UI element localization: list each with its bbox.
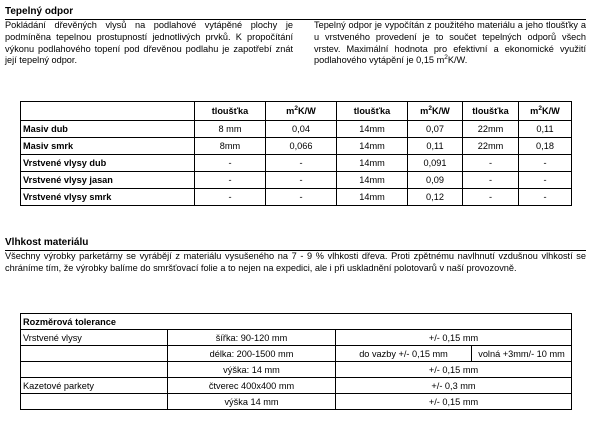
table-cell: 14mm xyxy=(337,138,408,155)
table-cell: 0,12 xyxy=(408,189,463,206)
table-cell: - xyxy=(519,189,572,206)
table-cell: 0,07 xyxy=(408,121,463,138)
table-header-row xyxy=(21,102,572,121)
dimension-tolerance-table xyxy=(20,313,572,410)
table-cell: délka: 200-1500 mm xyxy=(168,346,336,362)
table-cell: - xyxy=(266,189,337,206)
table-cell: 14mm xyxy=(337,155,408,172)
table-row xyxy=(21,330,572,346)
moisture-section xyxy=(5,237,586,248)
table-cell: 14mm xyxy=(337,189,408,206)
table-row xyxy=(21,362,572,378)
table-cell: - xyxy=(463,155,519,172)
table-cell xyxy=(21,346,168,362)
table-cell: - xyxy=(266,172,337,189)
header-cell: $m^2K/W$ xyxy=(266,102,337,121)
header-cell: tloušťka xyxy=(195,102,266,121)
table-cell: - xyxy=(463,189,519,206)
table-cell: 14mm xyxy=(337,121,408,138)
table-cell: - xyxy=(519,172,572,189)
row-label: Vrstvené vlysy dub xyxy=(21,155,195,172)
table-title: Rozměrová tolerance xyxy=(21,314,572,330)
row-label: Masiv smrk xyxy=(21,138,195,155)
thermal-title: Tepelný odpor xyxy=(5,6,74,17)
table-cell: +/- 0,3 mm xyxy=(336,378,572,394)
table-cell: do vazby +/- 0,15 mm xyxy=(336,346,472,362)
table-row xyxy=(21,189,572,206)
table-row xyxy=(21,378,572,394)
table-cell xyxy=(21,362,168,378)
row-label: Vrstvené vlysy xyxy=(21,330,168,346)
table-cell: 0,11 xyxy=(519,121,572,138)
row-label: Masiv dub xyxy=(21,121,195,138)
table-row xyxy=(21,172,572,189)
table-title-row xyxy=(21,314,572,330)
table-cell: - xyxy=(195,189,266,206)
header-cell: tloušťka xyxy=(337,102,408,121)
header-cell: $m^2K/W$ xyxy=(408,102,463,121)
header-cell: $m^2K/W$ xyxy=(519,102,572,121)
table-cell: 0,18 xyxy=(519,138,572,155)
table-cell: - xyxy=(519,155,572,172)
table-cell: 8mm xyxy=(195,138,266,155)
table-cell: - xyxy=(195,155,266,172)
table-cell: volná +3mm/- 10 mm xyxy=(472,346,572,362)
header-cell xyxy=(21,102,195,121)
table-cell: - xyxy=(463,172,519,189)
table-cell: +/- 0,15 mm xyxy=(336,330,572,346)
table-row xyxy=(21,346,572,362)
table-cell: výška: 14 mm xyxy=(168,362,336,378)
table-cell: 22mm xyxy=(463,121,519,138)
thermal-right-text: Tepelný odpor je vypočítán z použitého materiálu a jeho tloušťky a u vrstveného provedení je to součet tepelných odporů všech vrstev. Maximální hodnota pro efektivní a ekonomické využití podlahového vytápění je 0,15 $m^2K/W$. xyxy=(314,20,586,66)
table-cell: 0,066 xyxy=(266,138,337,155)
thermal-left-text: Pokládání dřevěných vlysů na podlahové vytápěné plochy je podmíněna tepelnou prostupností jednotlivých prvků. K propočítání výkonu podlahového topení pod dřevěnou podlahu je zapotřebí znát její tepelný odpor. xyxy=(5,20,293,66)
header-cell: tloušťka xyxy=(463,102,519,121)
table-row xyxy=(21,155,572,172)
table-row xyxy=(21,394,572,410)
table-cell: 0,11 xyxy=(408,138,463,155)
table-cell: +/- 0,15 mm xyxy=(336,362,572,378)
table-row xyxy=(21,138,572,155)
table-row xyxy=(21,121,572,138)
table-cell: čtverec 400x400 mm xyxy=(168,378,336,394)
row-label: Vrstvené vlysy jasan xyxy=(21,172,195,189)
table-cell: 14mm xyxy=(337,172,408,189)
table-cell: 0,09 xyxy=(408,172,463,189)
table-cell: 0,091 xyxy=(408,155,463,172)
table-cell xyxy=(21,394,168,410)
thermal-resistance-table xyxy=(20,101,572,206)
table-cell: +/- 0,15 mm xyxy=(336,394,572,410)
table-cell: - xyxy=(195,172,266,189)
table-cell: - xyxy=(266,155,337,172)
row-label: Kazetové parkety xyxy=(21,378,168,394)
table-cell: šířka: 90-120 mm xyxy=(168,330,336,346)
table-cell: výška 14 mm xyxy=(168,394,336,410)
row-label: Vrstvené vlysy smrk xyxy=(21,189,195,206)
table-cell: 0,04 xyxy=(266,121,337,138)
table-cell: 22mm xyxy=(463,138,519,155)
table-cell: 8 mm xyxy=(195,121,266,138)
moisture-text: Všechny výrobky parketárny se vyrábějí z materiálu vysušeného na 7 - 9 % vlhkosti dřeva. Proti zpětnému navlhnutí vzdušnou vlhkostí se chráníme tím, že výrobky balíme do smršťovací folie a to nejen na expedici, ale i při uskladnění polotovarů v naší provozovně. xyxy=(5,251,586,273)
moisture-title: Vlhkost materiálu xyxy=(5,237,89,248)
thermal-section xyxy=(5,6,586,17)
